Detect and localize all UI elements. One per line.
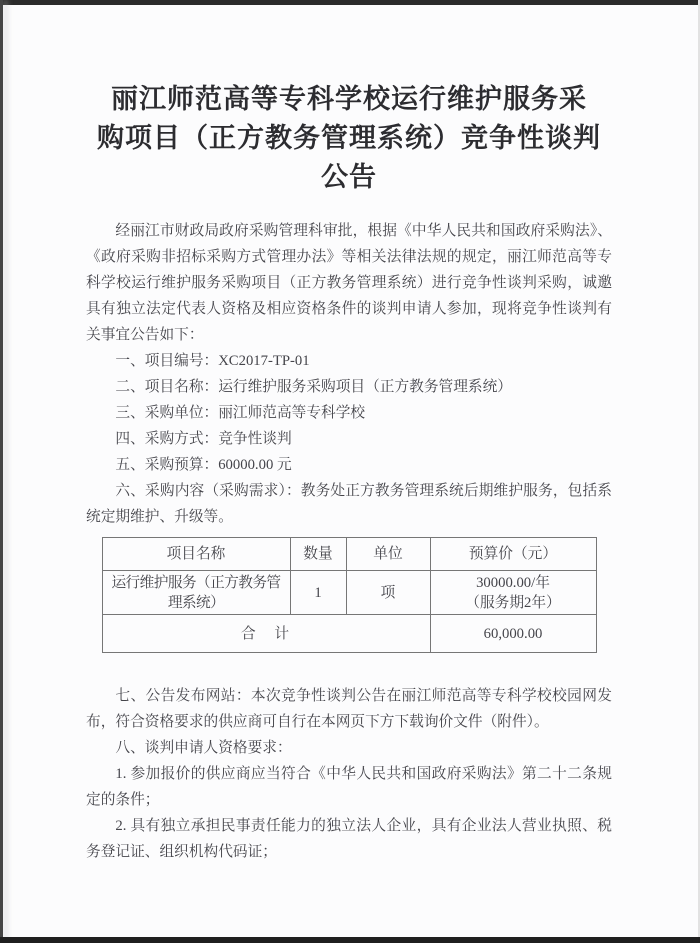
item-project-name: 二、项目名称：运行维护服务采购项目（正方教务管理系统）: [115, 379, 512, 395]
table-header-row: [102, 538, 596, 571]
total-value-cell: 60,000.00: [430, 615, 596, 653]
scan-edge-bottom: [0, 937, 700, 943]
item-purchasing-unit: 三、采购单位：丽江师范高等专科学校: [115, 405, 366, 421]
title-line-3: 公告: [321, 162, 377, 192]
cell-item-name: 运行维护服务（正方教务管理系统）: [102, 571, 290, 615]
cell-budget-price: [430, 571, 596, 615]
item-project-number: 一、项目编号：XC2017-TP-01: [115, 353, 310, 369]
item-applicant-qualifications: 八、谈判申请人资格要求：: [115, 740, 292, 756]
price-line-1: 30000.00/年: [476, 574, 550, 591]
procurement-table: [102, 537, 597, 653]
title-line-1: 丽江师范高等专科学校运行维护服务采: [111, 84, 587, 114]
item-purchase-method: 四、采购方式：竞争性谈判: [115, 431, 292, 447]
table-header-budget-price: 预算价（元）: [430, 538, 596, 571]
table-header-quantity: 数量: [290, 538, 346, 571]
item-announcement-website: 七、公告发布网站：本次竞争性谈判公告在丽江师范高等专科学校校园网发布，符合资格要求的供应商可自行在本网页下方下载询价文件（附件）。: [86, 688, 612, 730]
item-purchase-content: 六、采购内容（采购需求）：教务处正方教务管理系统后期维护服务，包括系统定期维护、升级等。: [86, 483, 612, 525]
intro-paragraph: 经丽江市财政局政府采购管理科审批，根据《中华人民共和国政府采购法》、《政府采购非招标采购方式管理办法》等相关法律法规的规定，丽江师范高等专科学校运行维护服务采购项目（正方教务管理系统）进行竞争性谈判采购，诚邀具有独立法定代表人资格及相应资格条件的谈判申请人参加，现将竞争性谈判有关事宜公告如下：: [86, 223, 612, 343]
table-total-row: [102, 615, 596, 653]
cell-quantity: 1: [290, 571, 346, 615]
price-line-2: （服务期2年）: [465, 594, 561, 611]
document-content: [86, 0, 612, 865]
requirement-1: 1. 参加报价的供应商应当符合《中华人民共和国政府采购法》第二十二条规定的条件；: [86, 766, 612, 808]
scan-edge-left: [0, 0, 3, 943]
requirement-2: 2. 具有独立承担民事责任能力的独立法人企业，具有企业法人营业执照、税务登记证、组织机构代码证；: [86, 818, 612, 860]
item-purchase-budget: 五、采购预算：60000.00 元: [115, 457, 292, 473]
total-label-cell: 合 计: [102, 615, 430, 653]
table-row: [102, 571, 596, 615]
table-header-item-name: 项目名称: [102, 538, 290, 571]
page-title: [86, 0, 612, 197]
cell-unit: 项: [346, 571, 430, 615]
title-line-2: 购项目（正方教务管理系统）竞争性谈判: [97, 123, 601, 153]
table-header-unit: 单位: [346, 538, 430, 571]
